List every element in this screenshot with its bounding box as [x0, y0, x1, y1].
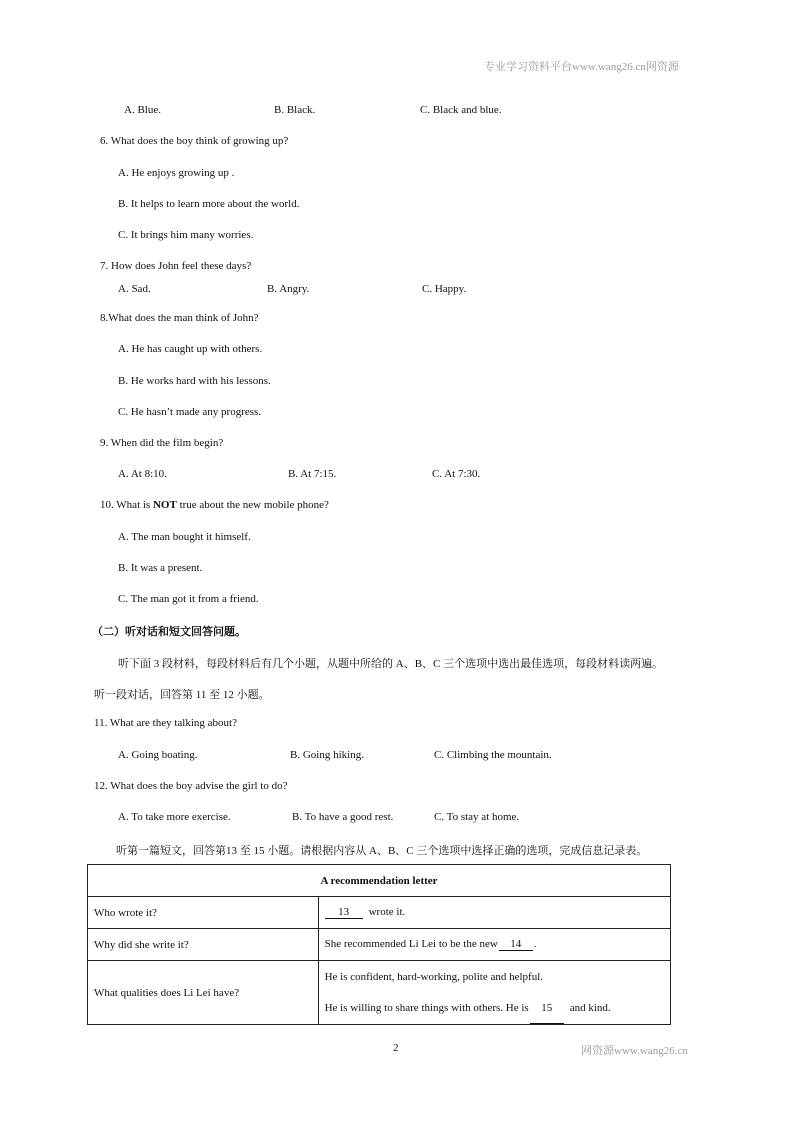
q9-option-b: B. At 7:15. — [288, 468, 337, 480]
blank-13[interactable]: 13 — [325, 906, 363, 919]
row-answer — [318, 961, 670, 1025]
q7-question: 7. How does John feel these days? — [100, 260, 252, 272]
header-watermark: 专业学习资料平台www.wang26.cn网资源 — [484, 61, 679, 73]
q5-option-a: A. Blue. — [124, 104, 161, 116]
q7-option-a: A. Sad. — [118, 283, 151, 295]
q8-option-b: B. He works hard with his lessons. — [118, 375, 271, 387]
table-row — [88, 961, 671, 1025]
q12-option-a: A. To take more exercise. — [118, 811, 231, 823]
section-instruction: 听下面 3 段材料，每段材料后有几个小题，从题中所给的 A、B、C 三个选项中选出最佳选项，每段材料读两遍。 — [118, 658, 664, 670]
q6-option-b: B. It helps to learn more about the world. — [118, 198, 300, 210]
table-row — [88, 929, 671, 961]
section-heading: （二）听对话和短文回答问题。 — [92, 626, 246, 638]
qualities-line-2: He is willing to share things with others. He is 15 and kind. — [325, 993, 664, 1024]
q9-option-a: A. At 8:10. — [118, 468, 167, 480]
q11-option-a: A. Going boating. — [118, 749, 198, 761]
q12-option-b: B. To have a good rest. — [292, 811, 394, 823]
dialogue-intro: 听一段对话，回答第 11 至 12 小题。 — [94, 689, 270, 701]
blank-15[interactable]: 15 — [530, 993, 564, 1024]
q10-question: 10. What is NOT true about the new mobile phone? — [100, 499, 329, 511]
q9-question: 9. When did the film begin? — [100, 437, 224, 449]
page-number: 2 — [393, 1042, 399, 1054]
q7-option-b: B. Angry. — [267, 283, 310, 295]
q10-option-c: C. The man got it from a friend. — [118, 593, 259, 605]
q10-emphasis: NOT — [152, 499, 177, 511]
table-row — [88, 897, 671, 929]
q12-question: 12. What does the boy advise the girl to do? — [94, 780, 288, 792]
q5-option-c: C. Black and blue. — [420, 104, 502, 116]
q6-question: 6. What does the boy think of growing up? — [100, 135, 289, 147]
q7-option-c: C. Happy. — [422, 283, 467, 295]
q6-option-a: A. He enjoys growing up . — [118, 167, 235, 179]
q11-option-c: C. Climbing the mountain. — [434, 749, 552, 761]
passage-intro: 听第一篇短文，回答第13 至 15 小题。请根据内容从 A、B、C 三个选项中选择正确的选项，完成信息记录表。 — [116, 845, 648, 857]
q11-question: 11. What are they talking about? — [94, 717, 237, 729]
q12-option-c: C. To stay at home. — [434, 811, 520, 823]
footer-watermark: 网资源www.wang26.cn — [581, 1045, 688, 1057]
q10-option-a: A. The man bought it himself. — [118, 531, 251, 543]
q8-option-a: A. He has caught up with others. — [118, 343, 263, 355]
row-question: Why did she write it? — [88, 929, 319, 961]
row-answer: She recommended Li Lei to be the new 14 . — [318, 929, 670, 961]
q5-option-b: B. Black. — [274, 104, 316, 116]
row-answer: 13 wrote it. — [318, 897, 670, 929]
recommendation-letter-table — [87, 864, 671, 1025]
q11-option-b: B. Going hiking. — [290, 749, 364, 761]
row-question: Who wrote it? — [88, 897, 319, 929]
row-question: What qualities does Li Lei have? — [88, 961, 319, 1025]
blank-14[interactable]: 14 — [499, 938, 533, 951]
q9-option-c: C. At 7:30. — [432, 468, 481, 480]
q6-option-c: C. It brings him many worries. — [118, 229, 254, 241]
q10-option-b: B. It was a present. — [118, 562, 203, 574]
table-title: A recommendation letter — [88, 865, 671, 897]
q8-question: 8.What does the man think of John? — [100, 312, 259, 324]
q8-option-c: C. He hasn’t made any progress. — [118, 406, 262, 418]
qualities-line-1: He is confident, hard-working, polite and helpful. — [324, 971, 544, 983]
